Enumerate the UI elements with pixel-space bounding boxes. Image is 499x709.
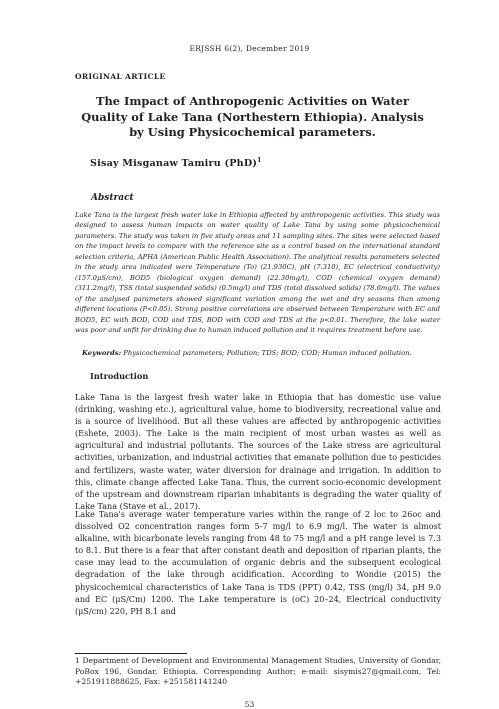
abstract-text: Lake Tana is the largest fresh water lake in Ethiopia affected by anthropogenic activities. This study was designed to assess human impacts on water quality of Lake Tana by using some physicochemical parameters. The study was taken in five study areas and 11 sampling sites. The sites were selected based on the impact levels to compare with the reference site as a control based on the international standard selection criteria, APHA (American Public Health Association). The analytical results parameters selected in the study area indicated were Temperature (To) (21.930C), pH (7.310), EC (electrical conductivity) (157.0μS/cm), BOD5 (biological oxygen demand) (22.30mg/l), COD (chemical oxygen demand) (311.2mg/l), TSS (total suspended solids) (0.5mg/l) and TDS (total dissolved solids) (78.6mg/l). The values of the analysed parameters showed significant variation among the wet and dry seasons than among different locations (P<0.05). Strong positive correlations are observed between Temperature with EC and BOD5, EC with BOD, COD and TDS, BOD with COD and TDS at the p<0.01. Therefore, the lake water was poor and unfit for drinking due to human induced pollution and it requires treatment before use.: [75, 211, 440, 334]
introduction-paragraph-2: Lake Tana's average water temperature varies within the range of 2 loc to 26oc and dissolved O2 concentration ranges form 5-7 mg/l to 6.9 mg/l. The water is almost alkaline, with bicarbonate levels ranging from 48 to 75 mg/l and a pH range level is 7.3 to 8.1. But there is a fear that after constant death and deposition of riparian plants, the case may lead to the accumulation of organic debris and the subsequent ecological degradation of the lake through acidification. According to Wondie (2015) the physicochemical characteristics of Lake Tana is TDS (PPT) 0.42, TSS (mg/l) 34, pH 9.0 and EC (μS/Cm) 1200. The Lake temperature is (oC) 20–24, Electrical conductivity (μS/cm) 220, PH 8.1 and: [75, 509, 441, 616]
article-title: The Impact of Anthropogenic Activities on Water Quality of Lake Tana (Northestern Ethiopia). Analysis by Using Physicochemical parameters.: [81, 94, 424, 139]
abstract-heading: Abstract: [91, 193, 134, 203]
introduction-heading: Introduction: [90, 371, 149, 381]
keywords-line: [82, 349, 447, 357]
introduction-paragraph-1: Lake Tana is the largest fresh water lake in Ethiopia that has domestic use value (drinking, washing etc.), agricultural value, home to biodiversity, recreational value and is a source of livelihood. But all these values are affected by anthropogenic activities (Eshete, 2003). The Lake is the main recipient of most urban wastes as well as agricultural and industrial pollutants. The sources of the Lake stress are agricultural activities, urbanization, and industrial activities that emanate pollution due to pesticides and fertilizers, waste water, water diversion for drainage and irrigation. In addition to this, climate change affected Lake Tana. Thus, the current socio-economic development of the upstream and downstream riparian inhabitants is degrading the water quality of Lake Tana (Stave et al., 2017).: [75, 392, 441, 511]
keywords-label: Keywords:: [82, 349, 122, 357]
author-line: [90, 157, 261, 169]
running-header: ERJSSH 6(2), December 2019: [189, 44, 310, 53]
keywords-list: Physicochemical parameters; Pollution; TDS; BOD; COD; Human induced pollution.: [121, 349, 412, 357]
footnote-divider: [75, 653, 187, 654]
author-name: Sisay Misganaw Tamiru (PhD): [90, 158, 258, 170]
author-footnote-marker: 1: [257, 157, 262, 164]
page-number: 53: [244, 700, 255, 709]
article-type-label: ORIGINAL ARTICLE: [75, 72, 166, 81]
author-affiliation-footnote: 1 Department of Development and Environmental Management Studies, University of Gondar, PoBox 196, Gondar, Ethiopia. Corresponding Author; e-mail: sisymis27@gmail.com, Tel: +251911888625, Fax: +251581141240: [75, 656, 441, 687]
